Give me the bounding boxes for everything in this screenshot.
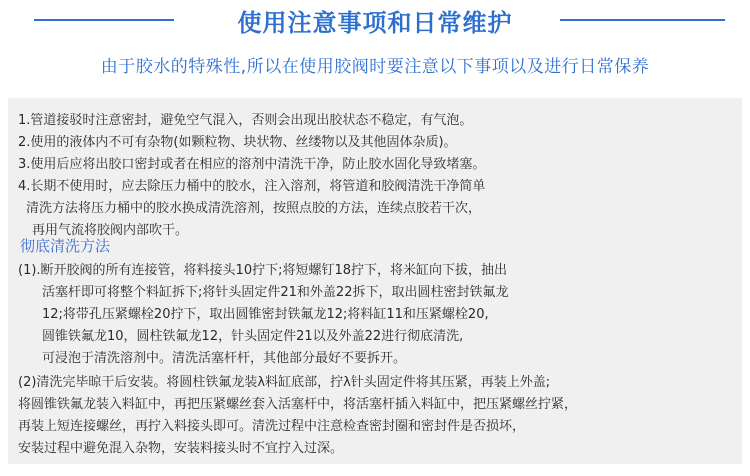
title-divider-right: [560, 19, 725, 21]
note-item: 2.使用的液体内不可有杂物(如颗粒物、块状物、丝缕物以及其他固体杂质)。: [18, 135, 457, 150]
paragraph-line: (2)清洗完毕晾干后安装。将圆柱铁氟龙装λ料缸底部，拧λ针头固定件将其压紧，再装上外盖;: [18, 375, 551, 390]
content-panel: [8, 98, 742, 464]
note-item: 4.长期不使用时，应去除压力桶中的胶水，注入溶剂，将管道和胶阀清洗干净简单: [18, 179, 486, 194]
cleaning-step-1: [18, 260, 733, 370]
paragraph-line: 将圆锥铁氟龙装入料缸中，再把压紧螺丝套入活塞杆中，将活塞杆插入料缸中，把压紧螺丝拧紧，: [18, 397, 578, 412]
note-item: 3.使用后应将出胶口密封或者在相应的溶剂中清洗干净，防止胶水固化导致堵塞。: [18, 157, 486, 172]
header: [0, 0, 750, 90]
paragraph-line: (1).断开胶阀的所有连接管，将料接头10拧下;将短螺钉18拧下，将米缸向下拔，抽出: [18, 263, 508, 278]
paragraph-line: 圆锥铁氟龙10，圆柱铁氟龙12，针头固定件21以及外盖22进行彻底清洗,: [42, 329, 464, 344]
note-item-continuation: 清洗方法将压力桶中的胶水换成清洗溶剂，按照点胶的方法，连续点胶若干次，: [26, 201, 482, 216]
cleaning-step-2: [18, 372, 733, 460]
note-item-continuation: 再用气流将胶阀内部吹干。: [32, 223, 189, 238]
paragraph-line: 安装过程中避免混入杂物，安装料接头时不宜拧入过深。: [18, 441, 344, 456]
usage-notes-list: [18, 110, 733, 242]
cleaning-section-title: 彻底清洗方法: [20, 237, 111, 255]
note-item: 1.管道接驳时注意密封，避免空气混入，否则会出现出胶状态不稳定，有气泡。: [18, 113, 473, 128]
page-title: 使用注意事项和日常维护: [237, 9, 513, 37]
page-subtitle: 由于胶水的特殊性,所以在使用胶阀时要注意以下事项以及进行日常保养: [100, 57, 650, 77]
paragraph-line: 活塞杆即可将整个料缸拆下;将针头固定件21和外盖22拆下，取出圆柱密封铁氟龙: [42, 285, 509, 300]
paragraph-line: 再装上短连接螺丝，再拧入料接头即可。清洗过程中注意检查密封圈和密封件是否损坏，: [18, 419, 526, 434]
paragraph-line: 可浸泡于清洗溶剂中。清洗活塞杆杆，其他部分最好不要拆开。: [42, 351, 407, 366]
paragraph-line: 12;将带孔压紧螺栓20拧下，取出圆锥密封铁氟龙12;将料缸11和压紧螺栓20,: [42, 307, 489, 322]
